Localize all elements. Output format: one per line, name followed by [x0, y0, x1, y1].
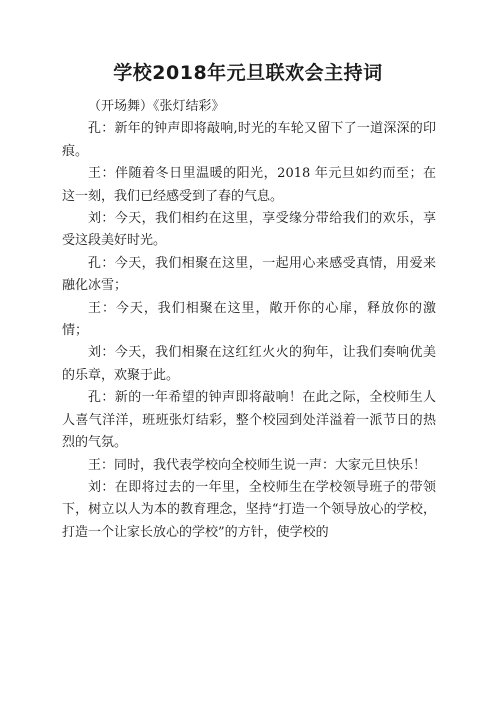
- document-title: 学校2018年元旦联欢会主持词: [113, 62, 383, 84]
- paragraph: 刘：今天，我们相聚在这红红火火的狗年，让我们奏响优美的乐章，欢聚于此。: [62, 345, 436, 383]
- paragraph: 孔：新的一年希望的钟声即将敲响！在此之际，全校师生人人喜气洋洋，班班张灯结彩，整个校园到处洋溢着一派节日的热烈的气氛。: [62, 390, 436, 451]
- paragraph: 王：伴随着冬日里温暖的阳光，2018 年元旦如约而至；在这一刻，我们已经感受到了春的气息。: [62, 166, 436, 204]
- paragraph: 刘：今天，我们相约在这里，享受缘分带给我们的欢乐，享受这段美好时光。: [62, 211, 436, 249]
- paragraph: 刘：在即将过去的一年里，全校师生在学校领导班子的带领下，树立以人为本的教育理念，坚持“打造一个领导放心的学校，打造一个让家长放心的学校”的方针，使学校的: [62, 479, 436, 540]
- paragraph: 孔：今天，我们相聚在这里，一起用心来感受真情，用爱来融化冰雪；: [62, 255, 436, 294]
- paragraph-opening-dance: （开场舞）《张灯结彩》: [88, 99, 225, 114]
- document-body: [62, 96, 436, 544]
- paragraph: 王：今天，我们相聚在这里，敞开你的心扉，释放你的激情；: [62, 300, 436, 339]
- paragraph: 王：同时，我代表学校向全校师生说一声：大家元旦快乐！: [88, 457, 427, 473]
- paragraph: 孔：新年的钟声即将敲响,时光的车轮又留下了一道深深的印痕。: [62, 121, 436, 159]
